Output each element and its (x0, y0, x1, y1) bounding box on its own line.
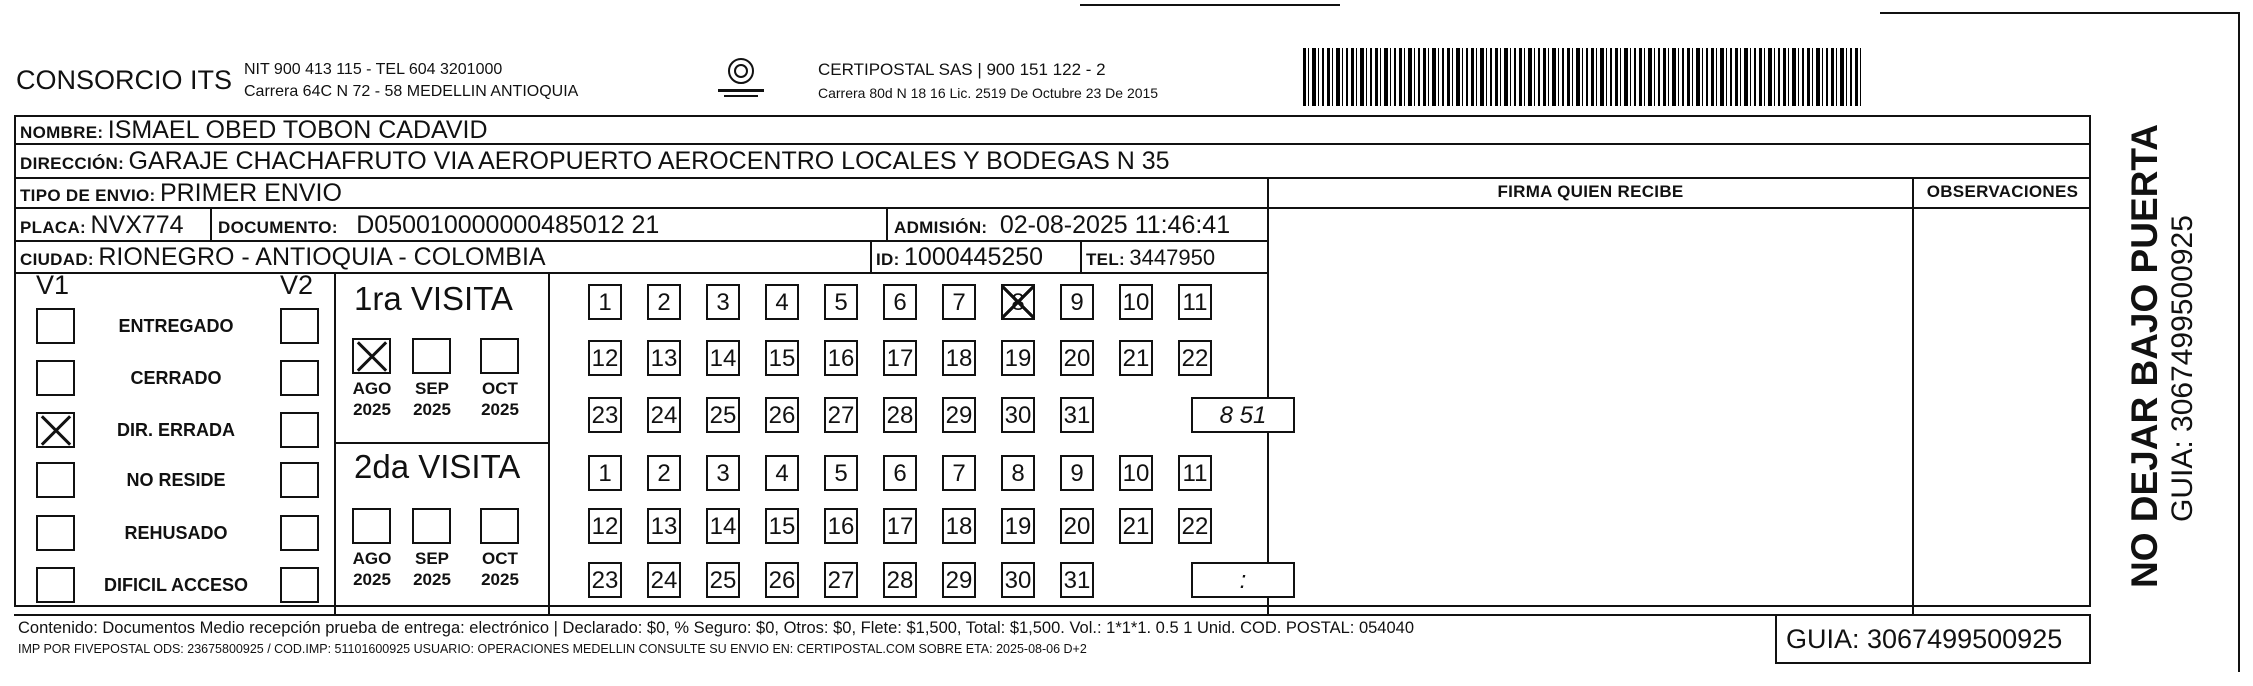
visita1-month-label (402, 378, 462, 420)
firma-header: FIRMA QUIEN RECIBE (1497, 182, 1684, 201)
placa-value: NVX774 (90, 211, 184, 239)
company-nit: NIT 900 413 115 - TEL 604 3201000 (244, 61, 503, 78)
visita1-day-box[interactable]: 6 (883, 284, 917, 320)
status-label: CERRADO (130, 368, 222, 388)
ciudad-label: CIUDAD: (20, 250, 94, 269)
field-tipo (20, 179, 342, 208)
visita2-day-box[interactable]: 10 (1119, 455, 1153, 491)
observaciones-header: OBSERVACIONES (1926, 182, 2079, 201)
visita2-day-box[interactable]: 24 (647, 562, 681, 598)
visita2-day-box[interactable]: 21 (1119, 508, 1153, 544)
visita1-month-checkbox[interactable] (480, 338, 519, 374)
visita1-day-box[interactable]: 4 (765, 284, 799, 320)
field-admision (894, 211, 1230, 240)
footer-guia: GUIA: 3067499500925 (1786, 624, 2063, 654)
documento-label: DOCUMENTO: (218, 218, 338, 237)
visita2-day-box[interactable]: 14 (706, 508, 740, 544)
nombre-value: ISMAEL OBED TOBON CADAVID (107, 116, 488, 144)
tel-label: TEL: (1086, 250, 1125, 269)
barcode (1303, 48, 1863, 106)
direccion-value: GARAJE CHACHAFRUTO VIA AEROPUERTO AEROCENTRO LOCALES Y BODEGAS N 35 (128, 147, 1170, 175)
visita1-day-box[interactable]: 30 (1001, 397, 1035, 433)
status-label: ENTREGADO (118, 316, 234, 336)
company-address: Carrera 64C N 72 - 58 MEDELLIN ANTIOQUIA (244, 83, 579, 100)
row-line (1267, 207, 2091, 209)
field-nombre (20, 116, 488, 145)
visita2-day-box[interactable]: 9 (1060, 455, 1094, 491)
visita1-day-box[interactable]: 1 (588, 284, 622, 320)
visita2-day-box[interactable]: 7 (942, 455, 976, 491)
visita1-day-box[interactable]: 5 (824, 284, 858, 320)
top-rule (1080, 4, 1340, 6)
visita2-day-box[interactable]: 1 (588, 455, 622, 491)
visita1-month-label (470, 378, 530, 420)
visita2-time-box[interactable]: : (1191, 562, 1295, 598)
visita1-day-box[interactable]: 18 (942, 340, 976, 376)
visita2-day-box[interactable]: 16 (824, 508, 858, 544)
mid-line (334, 442, 548, 444)
visita2-day-box[interactable]: 18 (942, 508, 976, 544)
nombre-label: NOMBRE: (20, 123, 104, 142)
side-warning: NO DEJAR BAJO PUERTA (2124, 124, 2165, 588)
visita1-day-box[interactable]: 9 (1060, 284, 1094, 320)
month-name: SEP (414, 379, 450, 398)
visita1-day-box[interactable]: 16 (824, 340, 858, 376)
visita1-month-checkbox[interactable] (352, 338, 391, 374)
month-name: OCT (482, 549, 518, 568)
footer-divider (1775, 614, 1777, 664)
col-line (1267, 177, 1269, 614)
carrier-name: CERTIPOSTAL SAS | 900 151 122 - 2 (818, 60, 1106, 79)
status-label: REHUSADO (124, 523, 228, 543)
carrier-address: Carrera 80d N 18 16 Lic. 2519 De Octubre 23 De 2015 (818, 85, 1159, 101)
visita1-day-box[interactable]: 28 (883, 397, 917, 433)
visita1-day-box[interactable]: 8 (1001, 284, 1035, 320)
visita1-day-box[interactable]: 22 (1178, 340, 1212, 376)
visita2-day-box[interactable]: 6 (883, 455, 917, 491)
visita2-month-checkbox[interactable] (352, 508, 391, 544)
visita1-day-box[interactable]: 20 (1060, 340, 1094, 376)
carrier-logo (712, 56, 770, 100)
visita2-day-box[interactable]: 25 (706, 562, 740, 598)
visita1-day-box[interactable]: 15 (765, 340, 799, 376)
row-line (14, 272, 1267, 274)
status-label: DIFICIL ACCESO (103, 575, 248, 595)
visita2-day-box[interactable]: 8 (1001, 455, 1035, 491)
visita1-day-box[interactable]: 19 (1001, 340, 1035, 376)
visita1-month-checkbox[interactable] (412, 338, 451, 374)
visita2-month-label (470, 548, 530, 590)
visita1-day-box[interactable]: 25 (706, 397, 740, 433)
field-tel (1086, 245, 1215, 271)
col-line (548, 272, 550, 614)
field-ciudad (20, 243, 546, 272)
month-year: 2025 (481, 570, 519, 589)
visita1-day-box[interactable]: 11 (1178, 284, 1212, 320)
placa-label: PLACA: (20, 218, 87, 237)
visita2-day-box[interactable]: 17 (883, 508, 917, 544)
id-value: 1000445250 (904, 243, 1044, 271)
visita1-day-box[interactable]: 26 (765, 397, 799, 433)
visita1-day-box[interactable]: 10 (1119, 284, 1153, 320)
visita2-title: 2da VISITA (354, 448, 521, 485)
field-direccion (20, 147, 1170, 176)
col-line (1080, 240, 1082, 272)
v1-header: V1 (36, 270, 70, 300)
visita2-day-box[interactable]: 30 (1001, 562, 1035, 598)
visita2-day-box[interactable]: 13 (647, 508, 681, 544)
month-year: 2025 (413, 400, 451, 419)
visita2-month-checkbox[interactable] (480, 508, 519, 544)
id-label: ID: (876, 250, 900, 269)
month-year: 2025 (413, 570, 451, 589)
visita1-month-label (342, 378, 402, 420)
ciudad-value: RIONEGRO - ANTIOQUIA - COLOMBIA (98, 243, 546, 271)
field-documento (218, 211, 659, 240)
visita2-day-box[interactable]: 20 (1060, 508, 1094, 544)
visita2-day-box[interactable]: 15 (765, 508, 799, 544)
status-label: NO RESIDE (126, 470, 226, 490)
month-name: OCT (482, 379, 518, 398)
visita2-month-label (342, 548, 402, 590)
company-name: CONSORCIO ITS (16, 65, 233, 95)
month-name: AGO (352, 379, 392, 398)
visita1-day-box[interactable]: 13 (647, 340, 681, 376)
visita2-day-box[interactable]: 11 (1178, 455, 1212, 491)
col-line (870, 240, 872, 272)
visita2-day-box[interactable]: 31 (1060, 562, 1094, 598)
visita2-day-box[interactable]: 19 (1001, 508, 1035, 544)
month-name: AGO (352, 549, 392, 568)
visita1-day-box[interactable]: 23 (588, 397, 622, 433)
footer-bottom (1775, 662, 2091, 664)
tipo-label: TIPO DE ENVIO: (20, 186, 156, 205)
footer-line1: Contenido: Documentos Medio recepción prueba de entrega: electrónico | Declarado: $0, % Seguro: $0, Otros: $0, Flete: $1,500, Total: $1,500. Vol.: 1*1*1. 0.5 1 Unid. COD. POSTAL: 054040 (18, 619, 1415, 637)
field-id (876, 243, 1043, 272)
visita2-day-box[interactable]: 3 (706, 455, 740, 491)
month-year: 2025 (353, 570, 391, 589)
footer-line2: IMP POR FIVEPOSTAL ODS: 23675800925 / COD.IMP: 51101600925 USUARIO: OPERACIONES MEDELLIN CONSULTE SU ENVIO EN: CERTIPOSTAL.COM SOBRE ETA: 2025-08-06 D+2 (18, 642, 1087, 656)
col-line (886, 207, 888, 240)
visita2-month-label (402, 548, 462, 590)
visita1-day-box[interactable]: 24 (647, 397, 681, 433)
visita1-time-box[interactable]: 8 51 (1191, 397, 1295, 433)
admision-label: ADMISIÓN: (894, 218, 988, 237)
visita2-day-box[interactable]: 27 (824, 562, 858, 598)
visita2-day-box[interactable]: 26 (765, 562, 799, 598)
visita2-day-box[interactable]: 29 (942, 562, 976, 598)
col-line (210, 207, 212, 240)
v2-header: V2 (280, 270, 314, 300)
visita2-day-box[interactable]: 12 (588, 508, 622, 544)
visita2-day-box[interactable]: 2 (647, 455, 681, 491)
visita1-day-box[interactable]: 3 (706, 284, 740, 320)
visita2-day-box[interactable]: 5 (824, 455, 858, 491)
visita1-day-box[interactable]: 29 (942, 397, 976, 433)
field-placa (20, 211, 184, 240)
footer-right (2089, 614, 2091, 664)
admision-value: 02-08-2025 11:46:41 (999, 211, 1231, 239)
frame-top (1880, 12, 2238, 14)
tel-value: 3447950 (1129, 245, 1216, 270)
visita1-day-box[interactable]: 21 (1119, 340, 1153, 376)
visita1-title: 1ra VISITA (354, 280, 513, 317)
month-year: 2025 (481, 400, 519, 419)
month-year: 2025 (353, 400, 391, 419)
visita1-day-box[interactable]: 31 (1060, 397, 1094, 433)
frame-right (2238, 12, 2240, 672)
visita1-day-box[interactable]: 14 (706, 340, 740, 376)
direccion-label: DIRECCIÓN: (20, 154, 125, 173)
visita1-day-box[interactable]: 27 (824, 397, 858, 433)
visita1-day-box[interactable]: 7 (942, 284, 976, 320)
col-line (1912, 177, 1914, 614)
month-name: SEP (414, 549, 450, 568)
status-label: DIR. ERRADA (116, 420, 235, 440)
visita2-day-box[interactable]: 22 (1178, 508, 1212, 544)
visita2-month-checkbox[interactable] (412, 508, 451, 544)
visita1-day-box[interactable]: 12 (588, 340, 622, 376)
visita2-day-box[interactable]: 28 (883, 562, 917, 598)
tipo-value: PRIMER ENVIO (159, 179, 342, 207)
visita2-day-box[interactable]: 4 (765, 455, 799, 491)
visita1-day-box[interactable]: 17 (883, 340, 917, 376)
documento-value: D050010000000485012 21 (356, 211, 660, 239)
row-line (14, 614, 2091, 616)
visita2-day-box[interactable]: 23 (588, 562, 622, 598)
visita1-day-box[interactable]: 2 (647, 284, 681, 320)
side-guia: GUIA: 3067499500925 (2166, 215, 2199, 522)
